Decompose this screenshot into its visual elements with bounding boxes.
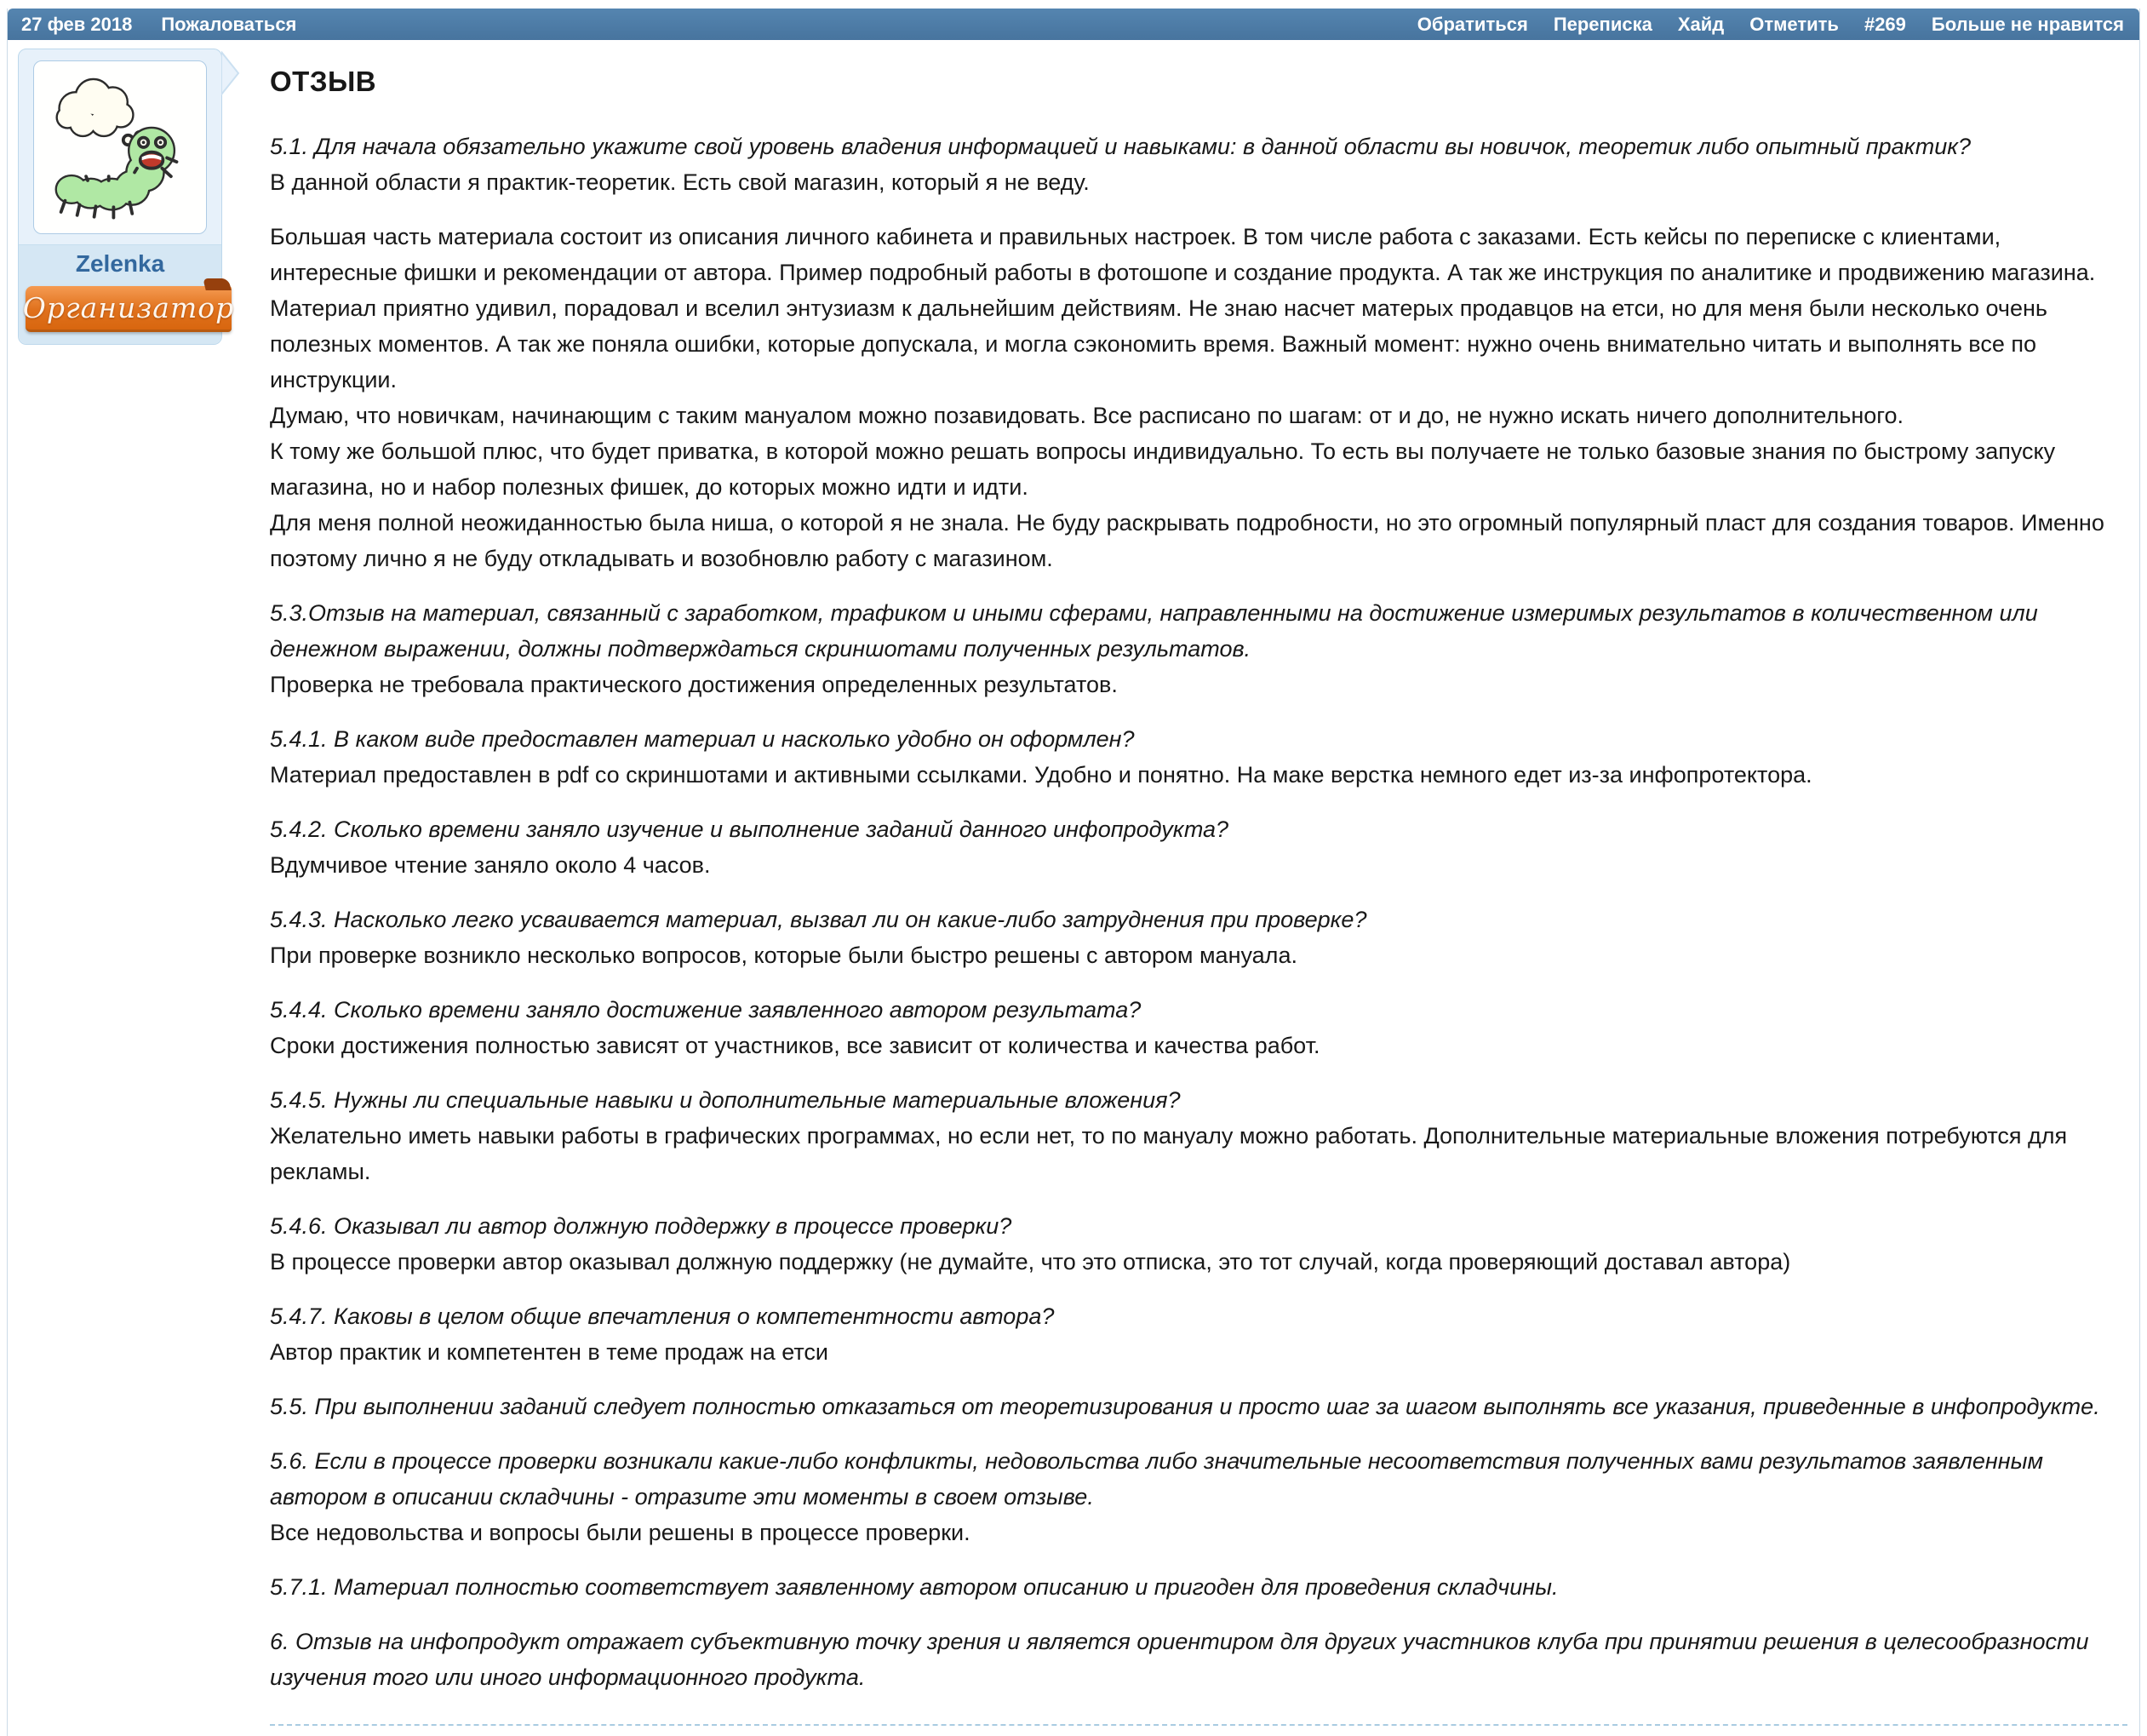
- qa-block: [270, 1298, 2127, 1370]
- header-actions: [1417, 14, 2124, 36]
- answer-text: В процессе проверки автор оказывал должную поддержку (не думайте, что это отписка, это тот случай, когда проверяющий доставал автора): [270, 1249, 1791, 1275]
- post-content: [238, 40, 2139, 1736]
- user-info-block: [18, 49, 235, 345]
- username[interactable]: Zelenka: [75, 250, 165, 277]
- question-text: 5.4.1. В каком виде предоставлен материал и насколько удобно он оформлен?: [270, 726, 1135, 752]
- report-link[interactable]: Пожаловаться: [161, 13, 297, 35]
- post-body: [8, 40, 2139, 1736]
- answer-text: Желательно иметь навыки работы в графических программах, но если нет, то по мануалу можно работать. Дополнительные материальные вложения потребуются для рекламы.: [270, 1123, 2068, 1184]
- question-text: 5.4.2. Сколько времени заняло изучение и выполнение заданий данного инфопродукта?: [270, 816, 1229, 842]
- user-badge-label: Организатор: [22, 291, 235, 324]
- forum-post: [7, 9, 2140, 1736]
- header-action-3[interactable]: Хайд: [1677, 13, 1725, 35]
- answer-text: К тому же большой плюс, что будет приватка, в которой можно решать вопросы индивидуально. То есть вы получаете не только базовые знания по быстрому запуску магазина, но и набор полезных фишек, до которых можно идти и идти.: [270, 438, 2056, 500]
- answer-text: При проверке возникло несколько вопросов, которые были быстро решены с автором мануала.: [270, 942, 1297, 968]
- qa-block: [270, 595, 2127, 702]
- qa-block: [270, 1208, 2127, 1280]
- user-badge: [22, 286, 235, 332]
- question-text: 5.7.1. Материал полностью соответствует заявленному автором описанию и пригоден для проведения складчины.: [270, 1574, 1559, 1600]
- qa-block: [270, 811, 2127, 883]
- question-text: 5.3.Отзыв на материал, связанный с заработком, трафиком и иными сферами, направленными на достижение измеримых результатов в количественном или денежном выражении, должны подтверждаться скриншотами полученных результатов.: [270, 600, 2038, 662]
- user-extra: [19, 244, 235, 344]
- qa-block: [270, 902, 2127, 973]
- caterpillar-avatar-image: [39, 66, 201, 228]
- qa-block: [270, 992, 2127, 1063]
- question-text: 6. Отзыв на инфопродукт отражает субъективную точку зрения и является ориентиром для других участников клуба при принятии решения в целесообразности изучения того или иного информационного продукта.: [270, 1629, 2089, 1690]
- answer-text: Автор практик и компетентен в теме продаж на етси: [270, 1339, 828, 1365]
- answer-text: Большая часть материала состоит из описания личного кабинета и правильных настроек. В том числе работа с заказами. Есть кейсы по переписке с клиентами, интересные фишки и рекомендации от автора. Пример подробный работы в фотошопе и создание продукта. А так же инструкция по аналитике и продвижению магазина.: [270, 224, 2096, 285]
- header-action-4[interactable]: Отметить: [1749, 13, 1839, 35]
- qa-block: [270, 129, 2127, 200]
- avatar[interactable]: [33, 60, 207, 234]
- question-text: 5.4.7. Каковы в целом общие впечатления о компетентности автора?: [270, 1303, 1055, 1329]
- message-pointer-arrow: [221, 51, 240, 95]
- header-action-5[interactable]: #269: [1864, 13, 1906, 35]
- answer-text: Вдумчивое чтение заняло около 4 часов.: [270, 852, 711, 878]
- qa-block: [270, 219, 2127, 576]
- answer-text: Проверка не требовала практического достижения определенных результатов.: [270, 672, 1118, 697]
- question-text: 5.6. Если в процессе проверки возникали какие-либо конфликты, недовольства либо значительные несоответствия полученных вами результатов заявленным автором в описании складчины - отразите эти моменты в своем отзыве.: [270, 1448, 2043, 1510]
- question-text: 5.4.5. Нужны ли специальные навыки и дополнительные материальные вложения?: [270, 1087, 1181, 1113]
- answer-text: Материал предоставлен в pdf со скриншотами и активными ссылками. Удобно и понятно. На маке верстка немного едет из-за инфопротектора.: [270, 762, 1812, 788]
- qa-block: [270, 1389, 2127, 1424]
- qa-block: [270, 1443, 2127, 1550]
- post-separator: [270, 1724, 2127, 1726]
- header-action-6[interactable]: Больше не нравится: [1931, 13, 2124, 35]
- post-title: ОТЗЫВ: [270, 66, 377, 97]
- header-action-1[interactable]: Обратиться: [1417, 13, 1528, 35]
- header-action-2[interactable]: Переписка: [1553, 13, 1652, 35]
- qa-block: [270, 1624, 2127, 1695]
- post-header-bar: [8, 9, 2139, 40]
- question-text: 5.5. При выполнении заданий следует полностью отказаться от теоретизирования и просто шаг за шагом выполнять все указания, приведенные в инфопродукте.: [270, 1394, 2100, 1419]
- question-text: 5.4.3. Насколько легко усваивается материал, вызвал ли он какие-либо затруднения при проверке?: [270, 907, 1367, 932]
- answer-text: Сроки достижения полностью зависят от участников, все зависит от количества и качества работ.: [270, 1033, 1320, 1058]
- answer-text: Все недовольства и вопросы были решены в процессе проверки.: [270, 1520, 970, 1545]
- answer-text: Материал приятно удивил, порадовал и вселил энтузиазм к дальнейшим действиям. Не знаю насчет матерых продавцов на етси, но для меня были несколько очень полезных моментов. А так же поняла ошибки, которые допускала, и могла сэкономить время. Важный момент: нужно очень внимательно читать и выполнять все по инструкции.: [270, 295, 2047, 392]
- qa-block: [270, 721, 2127, 793]
- answer-text: Для меня полной неожиданностью была ниша, о которой я не знала. Не буду раскрывать подробности, но это огромный популярный пласт для создания товаров. Именно поэтому лично я не буду откладывать и возобновлю работу с магазином.: [270, 510, 2104, 571]
- question-text: 5.1. Для начала обязательно укажите свой уровень владения информацией и навыками: в данной области вы новичок, теоретик либо опытный практик?: [270, 134, 1971, 159]
- answer-text: Думаю, что новичкам, начинающим с таким мануалом можно позавидовать. Все расписано по шагам: от и до, не нужно искать ничего дополнительного.: [270, 403, 1904, 428]
- qa-block: [270, 1082, 2127, 1189]
- user-sidebar: [8, 40, 238, 1736]
- question-text: 5.4.6. Оказывал ли автор должную поддержку в процессе проверки?: [270, 1213, 1012, 1239]
- answer-text: В данной области я практик-теоретик. Есть свой магазин, который я не веду.: [270, 169, 1090, 195]
- question-text: 5.4.4. Сколько времени заняло достижение заявленного автором результата?: [270, 997, 1142, 1023]
- qa-block: [270, 1569, 2127, 1605]
- post-blocks: [270, 129, 2127, 1695]
- post-header-left: [21, 14, 296, 36]
- post-date: 27 фев 2018: [21, 13, 133, 35]
